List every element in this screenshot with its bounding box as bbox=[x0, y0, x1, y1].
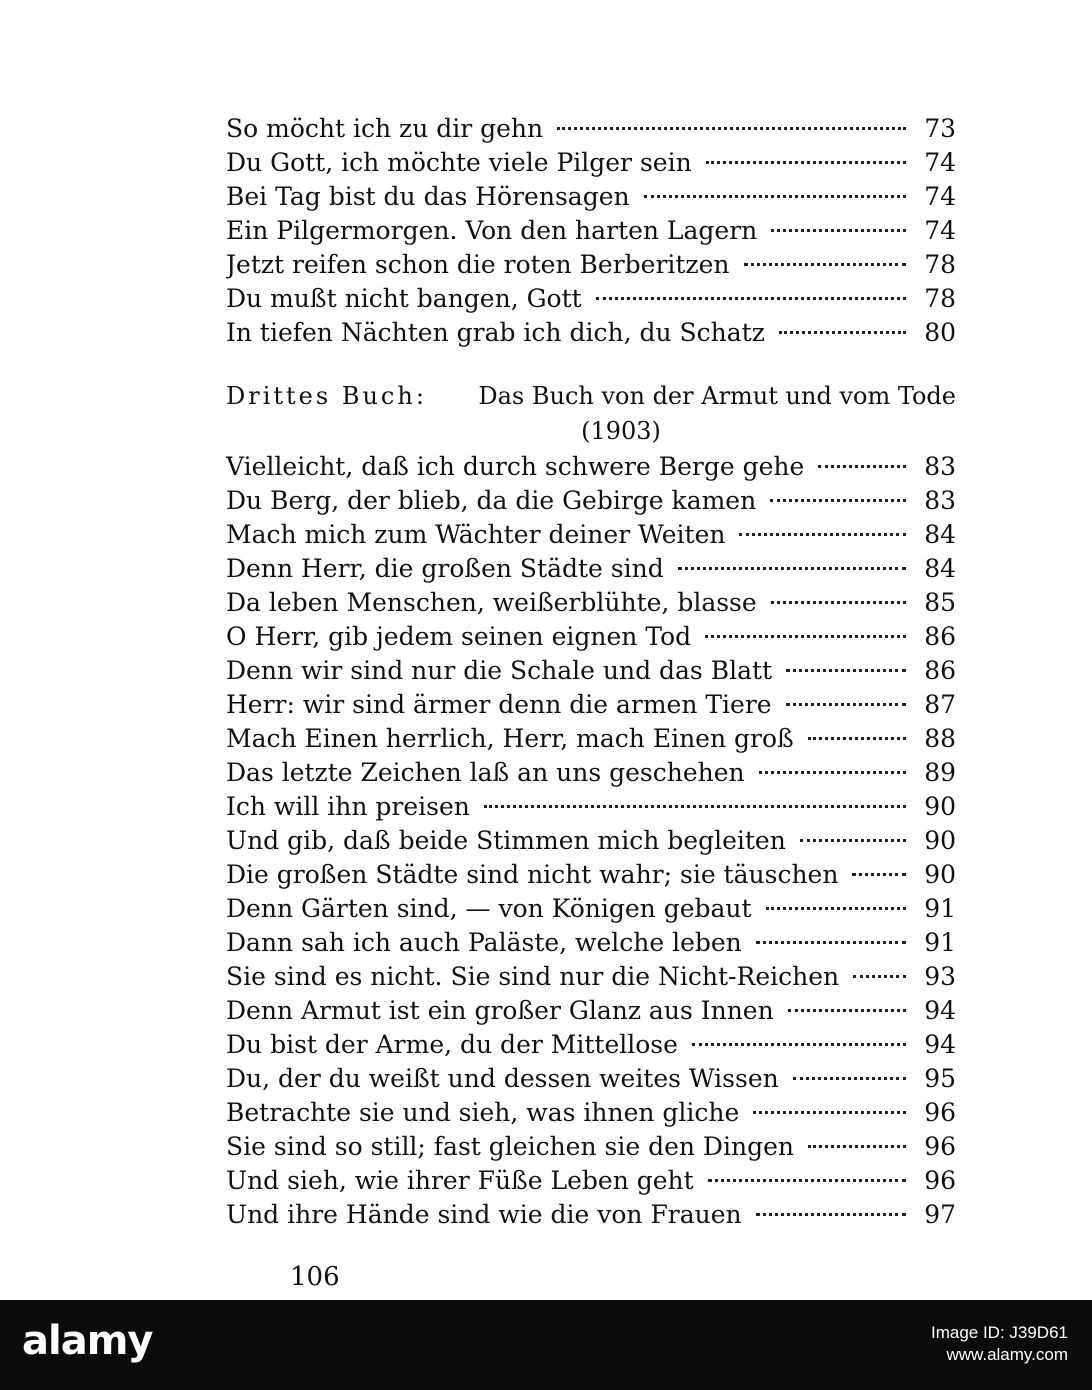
toc-entry-page: 90 bbox=[924, 860, 956, 889]
toc-entry bbox=[226, 248, 956, 282]
toc-entry bbox=[226, 824, 956, 858]
toc-entry bbox=[226, 1198, 956, 1232]
alamy-logo: alamy bbox=[22, 1318, 153, 1364]
toc-entry bbox=[226, 282, 956, 316]
toc-entry bbox=[226, 654, 956, 688]
toc-entry-page: 91 bbox=[924, 928, 956, 957]
toc-entry-page: 97 bbox=[924, 1200, 956, 1229]
toc-entry-title: Und ihre Hände sind wie die von Frauen bbox=[226, 1200, 742, 1229]
dot-leader bbox=[692, 1043, 906, 1046]
toc-list-part1 bbox=[226, 112, 956, 350]
toc-entry-title: Und gib, daß beide Stimmen mich begleiten bbox=[226, 826, 786, 855]
toc-entry-title: Jetzt reifen schon die roten Berberitzen bbox=[226, 250, 730, 279]
toc-entry-title: Mach Einen herrlich, Herr, mach Einen groß bbox=[226, 724, 794, 753]
toc-entry-title: Mach mich zum Wächter deiner Weiten bbox=[226, 520, 726, 549]
toc-entry-page: 88 bbox=[924, 724, 956, 753]
dot-leader bbox=[759, 771, 906, 774]
dot-leader bbox=[484, 805, 906, 808]
toc-entry-page: 89 bbox=[924, 758, 956, 787]
section-heading-line bbox=[226, 378, 956, 414]
toc-entry-page: 93 bbox=[924, 962, 956, 991]
dot-leader bbox=[739, 533, 906, 536]
toc-entry bbox=[226, 620, 956, 654]
toc-entry-page: 83 bbox=[924, 452, 956, 481]
toc-entry-title: Dann sah ich auch Paläste, welche leben bbox=[226, 928, 742, 957]
toc-entry bbox=[226, 994, 956, 1028]
toc-entry-page: 74 bbox=[924, 216, 956, 245]
dot-leader bbox=[644, 195, 906, 198]
toc-entry-page: 83 bbox=[924, 486, 956, 515]
toc-entry bbox=[226, 790, 956, 824]
toc-entry-title: Sie sind es nicht. Sie sind nur die Nicht-Reichen bbox=[226, 962, 840, 991]
dot-leader bbox=[708, 1179, 906, 1182]
toc-entry bbox=[226, 518, 956, 552]
toc-entry bbox=[226, 112, 956, 146]
toc-entry bbox=[226, 1028, 956, 1062]
toc-entry-title: Du mußt nicht bangen, Gott bbox=[226, 284, 582, 313]
toc-entry-title: O Herr, gib jedem seinen eignen Tod bbox=[226, 622, 692, 651]
toc-entry bbox=[226, 180, 956, 214]
toc-entry-title: Denn Armut ist ein großer Glanz aus Innen bbox=[226, 996, 774, 1025]
toc-entry bbox=[226, 146, 956, 180]
section-title: Das Buch von der Armut und vom Tode bbox=[478, 382, 956, 410]
toc-entry bbox=[226, 450, 956, 484]
toc-entry-title: Herr: wir sind ärmer denn die armen Tiere bbox=[226, 690, 772, 719]
toc-entry bbox=[226, 688, 956, 722]
toc-entry-page: 78 bbox=[924, 284, 956, 313]
toc-entry bbox=[226, 756, 956, 790]
toc-entry-page: 86 bbox=[924, 656, 956, 685]
toc-entry-title: Vielleicht, daß ich durch schwere Berge gehe bbox=[226, 452, 805, 481]
dot-leader bbox=[766, 907, 906, 910]
toc-entry bbox=[226, 1062, 956, 1096]
dot-leader bbox=[596, 297, 906, 300]
toc-entry-page: 94 bbox=[924, 1030, 956, 1059]
toc-entry-title: Du bist der Arme, du der Mittellose bbox=[226, 1030, 678, 1059]
section-year: (1903) bbox=[581, 417, 661, 445]
toc-entry-title: In tiefen Nächten grab ich dich, du Schatz bbox=[226, 318, 765, 347]
dot-leader bbox=[786, 703, 906, 706]
dot-leader bbox=[771, 601, 906, 604]
dot-leader bbox=[818, 465, 906, 468]
dot-leader bbox=[852, 873, 906, 876]
toc-entry-title: Du Berg, der blieb, da die Gebirge kamen bbox=[226, 486, 757, 515]
toc-entry-page: 91 bbox=[924, 894, 956, 923]
dot-leader bbox=[753, 1111, 906, 1114]
dot-leader bbox=[705, 635, 906, 638]
dot-leader bbox=[786, 669, 906, 672]
toc-entry-page: 74 bbox=[924, 148, 956, 177]
toc-entry bbox=[226, 960, 956, 994]
page-number: 106 bbox=[290, 1262, 340, 1292]
toc-entry-page: 84 bbox=[924, 520, 956, 549]
toc-entry-page: 96 bbox=[924, 1132, 956, 1161]
toc-entry bbox=[226, 586, 956, 620]
dot-leader bbox=[756, 941, 906, 944]
toc-entry bbox=[226, 926, 956, 960]
toc-entry-page: 96 bbox=[924, 1166, 956, 1195]
toc-entry-page: 86 bbox=[924, 622, 956, 651]
toc-entry bbox=[226, 1130, 956, 1164]
dot-leader bbox=[678, 567, 906, 570]
toc-entry bbox=[226, 1096, 956, 1130]
toc-entry-page: 73 bbox=[924, 114, 956, 143]
toc-entry-page: 96 bbox=[924, 1098, 956, 1127]
section-label: Drittes Buch: bbox=[226, 382, 427, 410]
toc-entry-page: 80 bbox=[924, 318, 956, 347]
toc-entry-title: Ein Pilgermorgen. Von den harten Lagern bbox=[226, 216, 758, 245]
toc-entry-page: 78 bbox=[924, 250, 956, 279]
dot-leader bbox=[706, 161, 906, 164]
toc-entry-page: 74 bbox=[924, 182, 956, 211]
toc-entry-page: 87 bbox=[924, 690, 956, 719]
toc-entry bbox=[226, 484, 956, 518]
toc-entry-title: Denn Herr, die großen Städte sind bbox=[226, 554, 664, 583]
toc-entry-title: So möcht ich zu dir gehn bbox=[226, 114, 544, 143]
dot-leader bbox=[779, 331, 906, 334]
toc-list-part2 bbox=[226, 450, 956, 1232]
dot-leader bbox=[756, 1213, 906, 1216]
toc-entry-title: Da leben Menschen, weißerblühte, blasse bbox=[226, 588, 757, 617]
toc-entry-title: Die großen Städte sind nicht wahr; sie täuschen bbox=[226, 860, 839, 889]
dot-leader bbox=[557, 127, 906, 130]
toc-entry-page: 90 bbox=[924, 792, 956, 821]
dot-leader bbox=[800, 839, 906, 842]
toc-entry-page: 95 bbox=[924, 1064, 956, 1093]
stock-info bbox=[931, 1322, 1068, 1366]
toc-entry bbox=[226, 858, 956, 892]
dot-leader bbox=[808, 1145, 906, 1148]
toc-entry bbox=[226, 214, 956, 248]
toc-entry-page: 85 bbox=[924, 588, 956, 617]
toc-entry-title: Du, der du weißt und dessen weites Wissen bbox=[226, 1064, 779, 1093]
toc-entry-title: Das letzte Zeichen laß an uns geschehen bbox=[226, 758, 745, 787]
dot-leader bbox=[808, 737, 906, 740]
toc-entry-title: Und sieh, wie ihrer Füße Leben geht bbox=[226, 1166, 694, 1195]
stock-footer-bar bbox=[0, 1300, 1092, 1390]
toc-entry bbox=[226, 316, 956, 350]
image-id: Image ID: J39D61 bbox=[930, 1323, 1068, 1342]
toc-entry-page: 94 bbox=[924, 996, 956, 1025]
dot-leader bbox=[793, 1077, 906, 1080]
toc-entry-title: Du Gott, ich möchte viele Pilger sein bbox=[226, 148, 692, 177]
dot-leader bbox=[744, 263, 906, 266]
toc-entry-title: Denn Gärten sind, — von Königen gebaut bbox=[226, 894, 752, 923]
toc-entry-title: Sie sind so still; fast gleichen sie den Dingen bbox=[226, 1132, 794, 1161]
toc-entry bbox=[226, 1164, 956, 1198]
toc-entry-page: 90 bbox=[924, 826, 956, 855]
dot-leader bbox=[853, 975, 906, 978]
toc-entry-title: Ich will ihn preisen bbox=[226, 792, 470, 821]
stock-url: www.alamy.com bbox=[946, 1345, 1068, 1364]
toc-entry-title: Bei Tag bist du das Hörensagen bbox=[226, 182, 630, 211]
toc-entry-title: Betrachte sie und sieh, was ihnen gliche bbox=[226, 1098, 740, 1127]
toc-entry bbox=[226, 892, 956, 926]
section-heading bbox=[226, 378, 956, 448]
dot-leader bbox=[771, 229, 906, 232]
toc-entry-page: 84 bbox=[924, 554, 956, 583]
toc-entry-title: Denn wir sind nur die Schale und das Blatt bbox=[226, 656, 773, 685]
dot-leader bbox=[788, 1009, 906, 1012]
toc-entry bbox=[226, 722, 956, 756]
toc-entry bbox=[226, 552, 956, 586]
dot-leader bbox=[770, 499, 906, 502]
